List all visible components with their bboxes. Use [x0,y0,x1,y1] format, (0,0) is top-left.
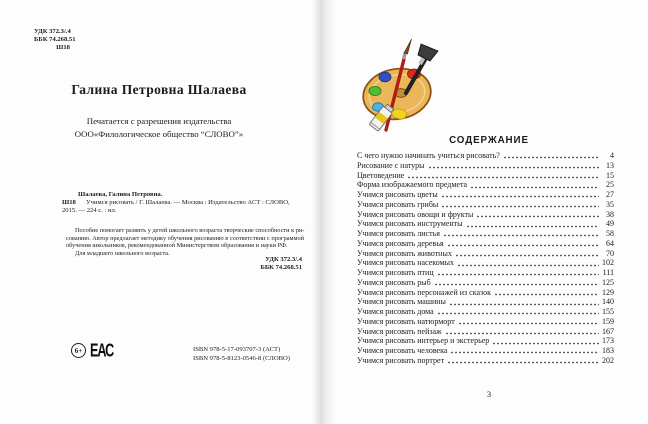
toc-row [357,151,614,161]
toc-dot-leader [437,307,599,317]
toc-dot-leader [407,171,599,181]
toc-entry-page: 25 [606,180,614,190]
annotation-line: обучения школьников, рекомендованной Министерством образования и науки РФ. [66,242,288,250]
toc-row [357,200,614,210]
toc-dot-leader [428,161,599,171]
toc-row [357,268,614,278]
udk-bbk-bottom-block [62,256,302,272]
toc-row [357,356,614,366]
toc-dot-leader [450,346,599,356]
toc-entry-page: 159 [602,316,614,326]
toc-row [357,346,614,356]
page-number: 3 [486,389,492,399]
toc-entry-page: 70 [606,248,614,258]
isbn-block [193,346,290,363]
permission-note [0,115,318,140]
contents-page [330,0,648,424]
eac-conformity-icon: ЕАС [90,340,114,361]
toc-entry-label: Учимся рисовать овощи и фрукты [357,209,474,219]
toc-entry-page: 125 [602,277,614,287]
toc-entry-label: Учимся рисовать насекомых [357,258,455,268]
toc-dot-leader [441,190,599,200]
toc-row [357,219,614,229]
toc-entry-label: Учимся рисовать персонажей из сказок [357,287,492,297]
udk-line: УДК 372.3/.4 [34,28,71,35]
title-page [0,0,318,424]
toc-entry-label: Учимся рисовать дома [357,307,434,316]
bibliographic-record [62,191,308,215]
annotation-line: сованию. Автор предлагает методику обучения рисованию в соответствии с программой [66,234,305,242]
toc-entry-label: Учимся рисовать птиц [357,268,434,277]
isbn-slovo: ISBN 978-5-8123-0546-8 (СЛОВО) [193,354,290,362]
toc-row [357,210,614,220]
toc-entry-label: Учимся рисовать человека [357,346,448,355]
biblio-author: Шалаева, Галина Петровна. [78,191,163,198]
toc-row [357,307,614,317]
toc-dot-leader [434,278,599,288]
toc-entry-label: Форма изображаемого предмета [357,180,468,190]
toc-row [357,258,614,268]
toc-row [357,171,614,181]
toc-entry-page: 102 [602,258,614,268]
toc-row [357,288,614,298]
age-rating-badge: 6+ [71,343,86,358]
toc-dot-leader [476,210,599,220]
toc-dot-leader [457,258,599,268]
annotation-line: Пособие помогает развить у детей школьного возраста творческие способности к ри- [75,227,305,234]
toc-entry-page: 58 [606,229,614,238]
toc-entry-page: 140 [602,297,614,307]
toc-row [357,336,614,346]
toc-entry-page: 15 [606,170,614,180]
biblio-title-imprint: Учимся рисовать / Г. Шалаева. — Москва : Издательство АСТ : СЛОВО, [86,199,290,206]
toc-entry-page: 129 [602,287,614,297]
udk-line: УДК 372.3/.4 [265,256,302,263]
toc-list [357,151,614,366]
annotation-line: Для младшего школьного возраста. [75,250,170,258]
toc-entry-label: Учимся рисовать цветы [357,190,438,199]
toc-row [357,180,614,190]
toc-dot-leader [503,151,599,161]
toc-dot-leader [449,297,599,307]
toc-dot-leader [470,180,599,190]
toc-row [357,190,614,200]
annotation-block [66,227,306,258]
biblio-collation: 2015. — 224 с. : ил. [62,207,117,214]
biblio-author-sign: Ш18 [62,199,76,206]
toc-dot-leader [445,327,599,337]
toc-entry-label: Учимся рисовать грибы [357,199,439,209]
toc-entry-label: Учимся рисовать животных [357,248,452,258]
isbn-ast: ISBN 978-5-17-093707-3 (АСТ) [193,346,281,353]
toc-entry-label: Учимся рисовать рыб [357,277,431,287]
toc-row [357,297,614,307]
toc-dot-leader [455,249,599,259]
toc-entry-page: 111 [602,268,614,277]
toc-entry-page: 35 [606,199,614,209]
toc-dot-leader [447,239,599,249]
toc-entry-label: Учимся рисовать пейзаж [357,326,442,336]
toc-entry-page: 49 [606,219,614,229]
toc-row [357,327,614,337]
toc-entry-label: Учимся рисовать листья [357,229,440,238]
paint-palette-icon [358,34,442,136]
bbk-line: ББК 74.268.51 [260,264,302,272]
toc-entry-label: Учимся рисовать машины [357,297,446,307]
author-name-title: Галина Петровна Шалаева [71,82,247,97]
toc-row [357,229,614,239]
toc-entry-label: С чего нужно начинать учиться рисовать? [357,151,500,160]
udk-bbk-block [34,28,92,52]
toc-entry-page: 38 [606,209,614,219]
toc-entry-page: 13 [606,160,614,170]
toc-row [357,317,614,327]
toc-row [357,239,614,249]
toc-entry-label: Учимся рисовать интерьер и экстерьер [357,336,490,346]
toc-dot-leader [447,356,599,366]
toc-entry-label: Учимся рисовать портрет [357,355,445,365]
toc-entry-page: 27 [606,190,614,199]
toc-entry-page: 183 [602,346,614,355]
toc-dot-leader [443,229,599,239]
toc-entry-label: Цветоведение [357,170,405,180]
toc-row [357,278,614,288]
toc-entry-label: Рисование с натуры [357,160,425,170]
toc-entry-label: Учимся рисовать деревья [357,238,444,248]
toc-row [357,249,614,259]
toc-entry-page: 155 [602,307,614,316]
permission-line-2: ООО«Филологическое общество “СЛОВО”» [74,128,244,139]
permission-line-1: Печатается с разрешения издательства [86,116,232,126]
toc-dot-leader [458,317,599,327]
bbk-line: ББК 74.268.51 [34,36,76,43]
toc-entry-page: 4 [610,151,614,160]
toc-dot-leader [492,336,599,346]
toc-dot-leader [494,288,599,298]
toc-row [357,161,614,171]
contents-heading: СОДЕРЖАНИЕ [449,135,529,146]
toc-entry-label: Учимся рисовать инструменты [357,219,463,229]
toc-dot-leader [466,219,599,229]
toc-dot-leader [441,200,599,210]
toc-entry-page: 202 [602,355,614,365]
toc-entry-label: Учимся рисовать натюрморт [357,316,455,326]
toc-entry-page: 167 [602,326,614,336]
author-sign-line: Ш18 [56,44,70,51]
toc-entry-page: 64 [606,238,614,248]
toc-dot-leader [437,268,599,278]
toc-entry-page: 173 [602,336,614,346]
